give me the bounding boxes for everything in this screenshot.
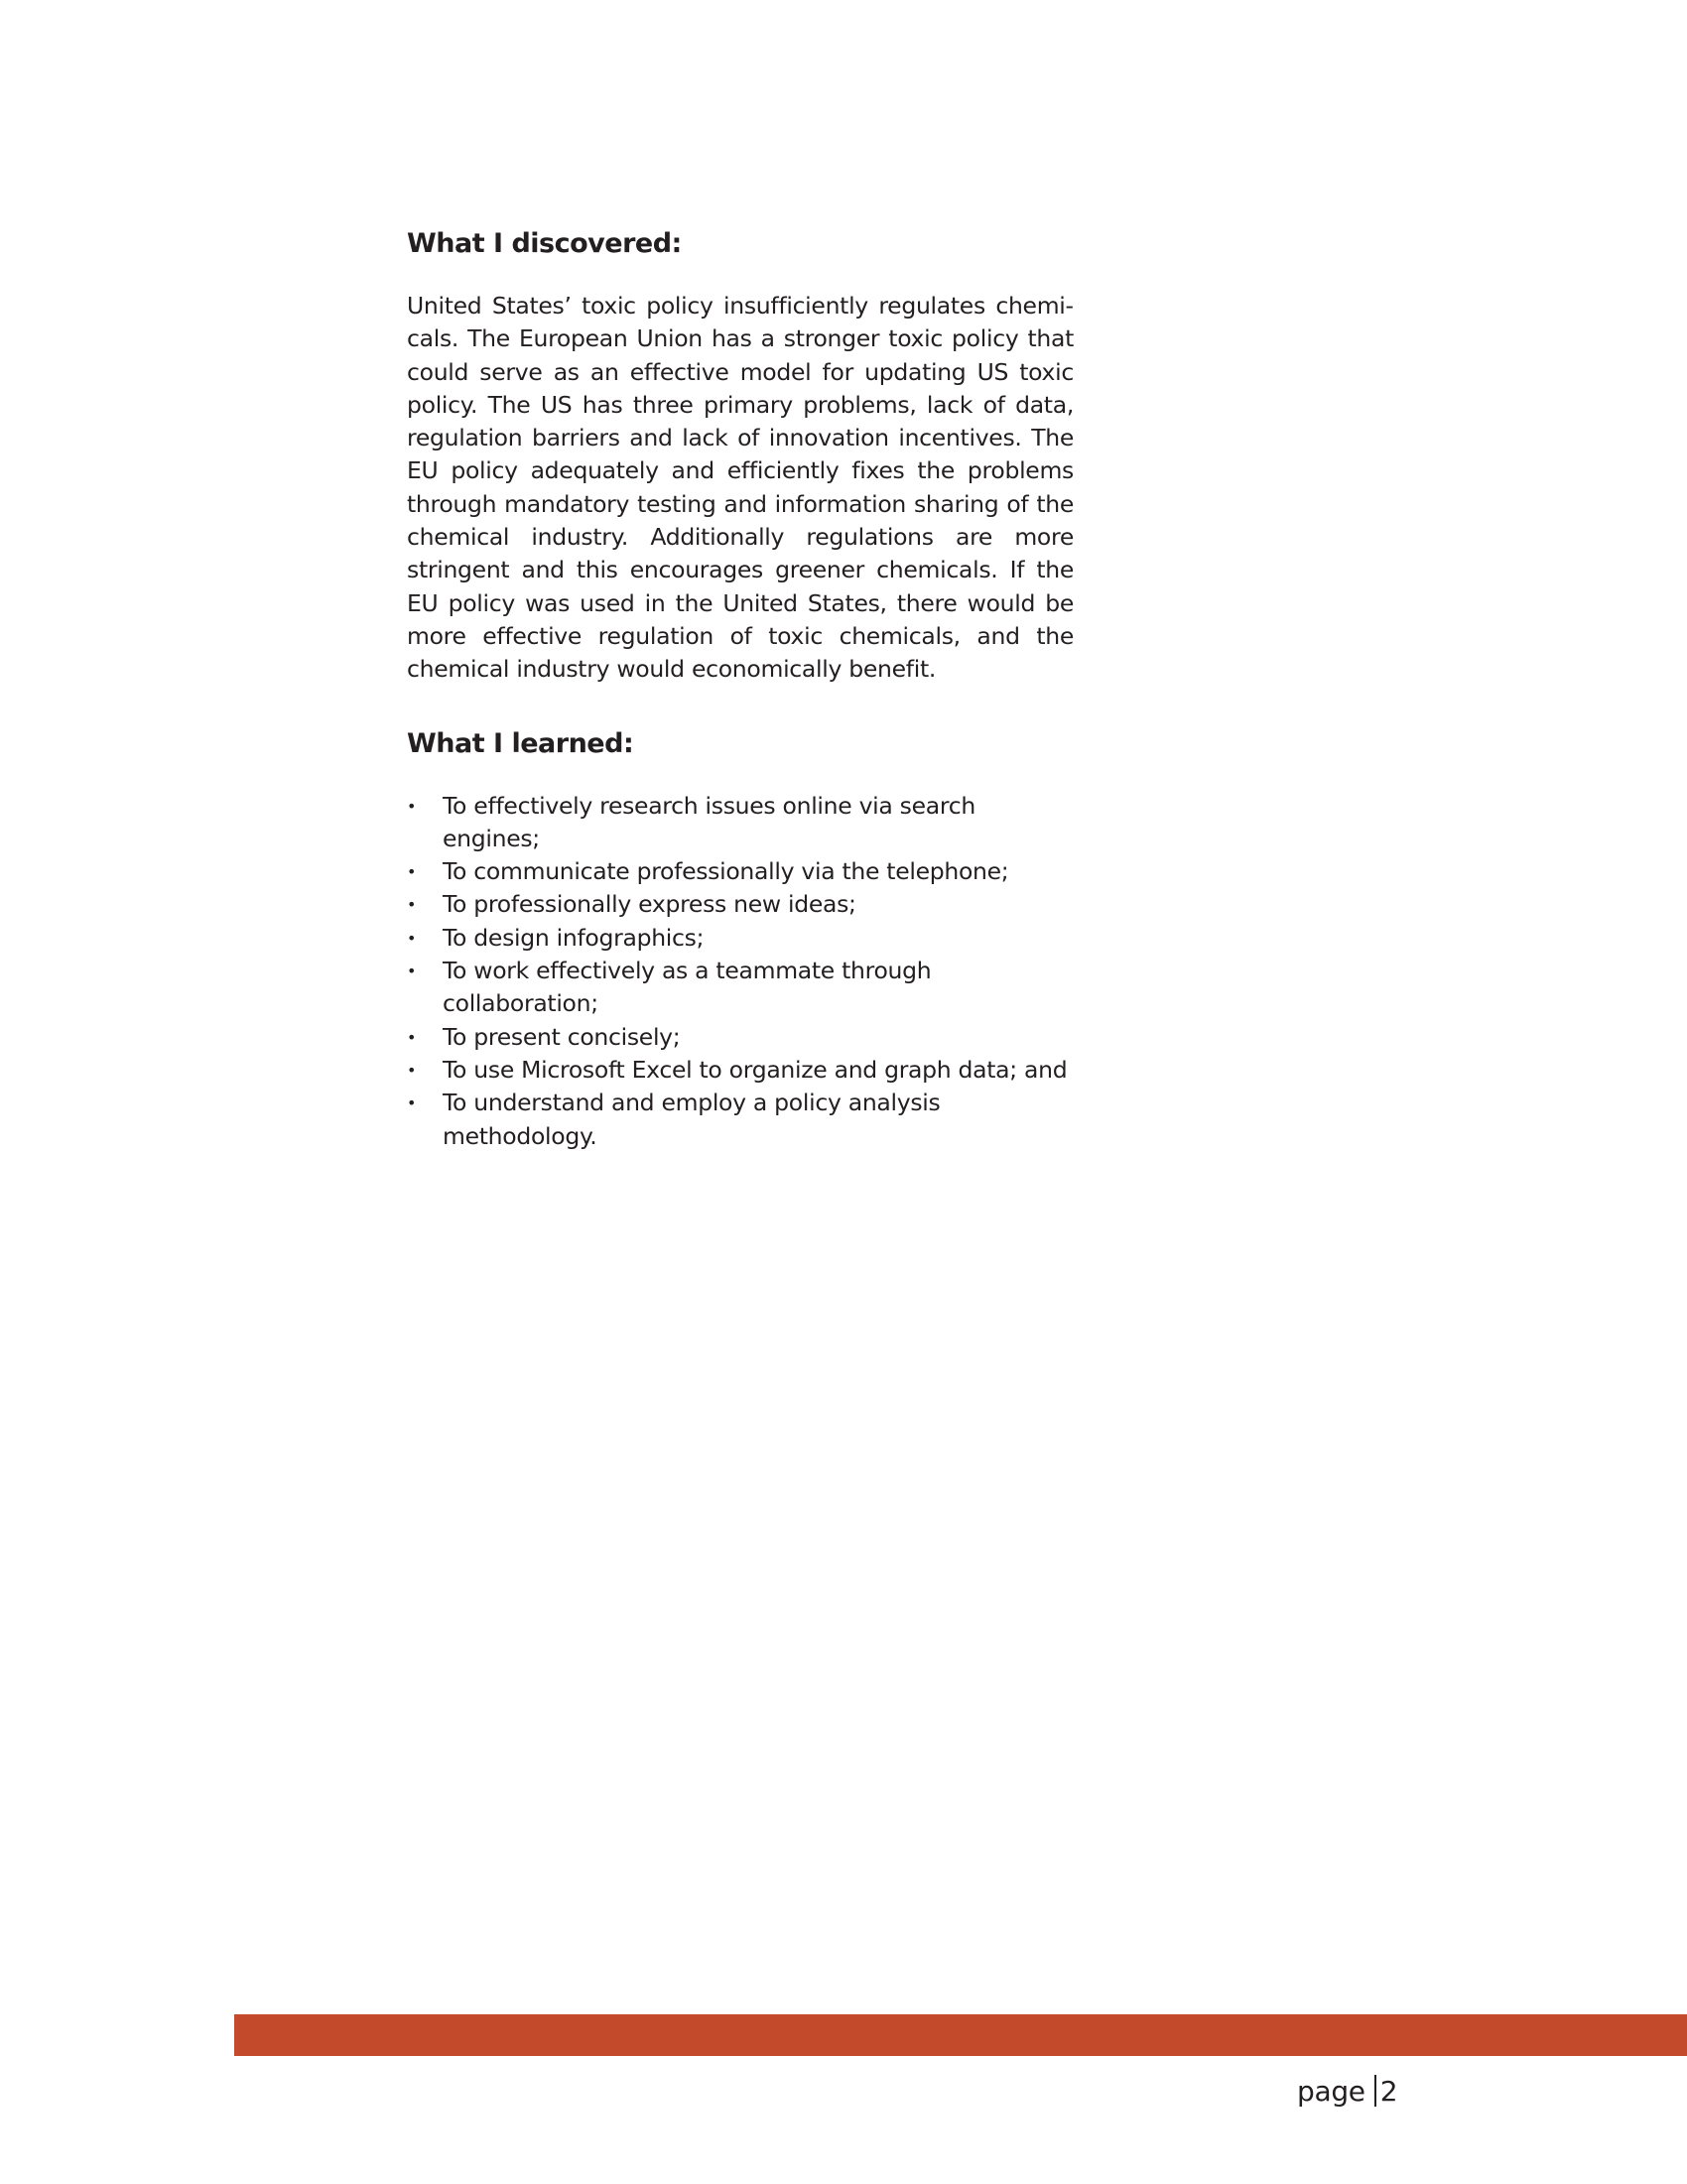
list-item [407, 855, 1074, 888]
bullet-icon: • [407, 796, 417, 816]
list-item-text: To present concisely; [443, 1022, 681, 1051]
bullet-icon: • [407, 1060, 417, 1080]
discovered-paragraph: United States’ toxic policy insufficiently regulates chemicals. The European Union has a stronger toxic policy that could serve as an effective model for updating US toxic policy. The US has three primary problems, lack of data, regulation barriers and lack of innovation incentives. The EU policy adequately and efficiently fixes the problems through mandatory testing and information sharing of the chemical industry. Additionally regulations are more stringent and this encourages greener chemicals. If the EU policy was used in the United States, there would be more effective regulation of toxic chemicals, and the chemical industry would economically benefit. [407, 292, 1074, 684]
discovered-heading: What I discovered: [407, 228, 682, 259]
list-item-text: To work effectively as a teammate through collaboration; [443, 957, 932, 1018]
bullet-icon: • [407, 895, 417, 915]
list-item [407, 922, 1074, 955]
page-label: page [1297, 2075, 1365, 2108]
footer-accent-bar [234, 2014, 1687, 2056]
page-separator [1374, 2075, 1376, 2107]
bullet-icon: • [407, 962, 417, 981]
page-content [407, 220, 1074, 1153]
bullet-icon: • [407, 1093, 417, 1113]
list-item [407, 955, 1074, 1021]
page-number-value: 2 [1379, 2075, 1398, 2108]
list-item [407, 888, 1074, 921]
page-number [1297, 2072, 1397, 2112]
list-item [407, 790, 1074, 856]
list-item-text: To understand and employ a policy analysis methodology. [443, 1089, 941, 1150]
list-item [407, 1021, 1074, 1054]
list-item-text: To professionally express new ideas; [443, 890, 856, 919]
bullet-icon: • [407, 1027, 417, 1047]
list-item [407, 1087, 1074, 1153]
list-item-text: To use Microsoft Excel to organize and graph data; and [443, 1055, 1068, 1084]
bullet-icon: • [407, 928, 417, 948]
list-item-text: To communicate professionally via the telephone; [443, 857, 1009, 886]
bullet-icon: • [407, 862, 417, 882]
list-item-text: To effectively research issues online via search engines; [443, 791, 975, 852]
list-item-text: To design infographics; [443, 923, 705, 952]
list-item [407, 1054, 1074, 1087]
learned-heading: What I learned: [407, 727, 634, 759]
learned-list [407, 790, 1074, 1153]
